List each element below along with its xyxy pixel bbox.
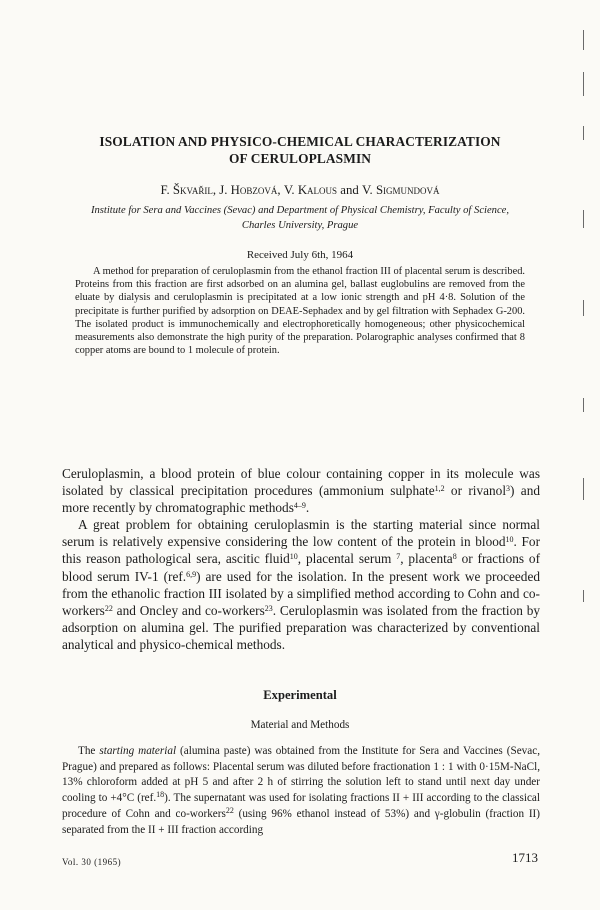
citation-ref: 7: [396, 552, 401, 562]
author-separator: ,: [212, 183, 220, 197]
paper-title: [60, 133, 540, 167]
subsection-heading: Material and Methods: [250, 719, 350, 731]
citation-ref: 1,2: [434, 484, 445, 494]
citation-ref: 10: [505, 535, 514, 545]
body-paragraph: A great problem for obtaining ceruloplasmin is the starting material since normal serum is relatively expensive considering the low content of the protein in blood$^{10}$. For this reason pathological sera, ascitic fluid$^{10}$, placental serum $^7$, placenta$^8$ or fractions of blood serum IV-1 (ref.$^{6,9}$) are used for the isolation. In the present work we proceeded from the ethanolic fraction III isolated by a simplified method according to Cohn and co-workers$^{22}$ and Oncley and co-workers$^{23}$. Ceruloplasmin was isolated from the fraction by adsorption on alumina gel. The purified preparation was characterized by conventional analytical and physico-chemical methods.: [62, 517, 540, 652]
scan-edge-mark: [583, 210, 584, 228]
scan-edge-mark: [583, 72, 584, 96]
affiliation-line: Charles University, Prague: [241, 219, 359, 231]
citation-ref: 18: [156, 790, 165, 800]
affiliation-line: Institute for Sera and Vaccines (Sevac) and Department of Physical Chemistry, Faculty of Science,: [90, 205, 510, 216]
citation-ref: 10: [289, 552, 298, 562]
emphasis-text: starting material: [99, 745, 177, 757]
scan-edge-mark: [583, 30, 584, 50]
scan-edge-mark: [583, 126, 584, 140]
citation-ref: 8: [452, 552, 457, 562]
methods-paragraph: The starting material (alumina paste) was obtained from the Institute for Sera and Vaccines (Sevac, Prague) and prepared as follows: Placental serum was diluted before fractionation 1 : 1 with 0·15M-NaCl, 13% chloroform added at pH 5 and after 2 h of stirring the solution left to stand until next day under cooling to +4°C (ref.$^{18}$). The supernatant was used for isolating fractions II + III according to the classical procedure of Cohn and co-workers$^{22}$ (using 96% ethanol instead of 53%) and γ-globulin (fraction II) separated from the II + III fraction according: [62, 745, 540, 836]
abstract: [75, 265, 525, 357]
citation-ref: 22: [104, 603, 113, 613]
author-separator: and: [337, 183, 362, 197]
journal-volume: Vol. 30 (1965): [62, 857, 122, 867]
methods-section: [62, 744, 540, 838]
abstract-text: A method for preparation of ceruloplasmin from the ethanol fraction III of placental serum is described. Proteins from this fraction are first adsorbed on an alumina gel, ballast euglobulins are removed from the eluate by dialysis and ceruloplasmin is precipitated at a low ionic strength and pH 4·8. Solution of the precipitate is further purified by adsorption on DEAE-Sephadex and by gel filtration with Sephadex G-200. The isolated product is immunochemically and electrophoretically homogeneous; other physicochemical measurements also demonstrate the high purity of the preparation. Polarographic analyses confirmed that 8 copper atoms are bound to 1 molecule of protein.: [75, 266, 525, 357]
citation-ref: 23: [264, 603, 273, 613]
page-number: 1713: [512, 850, 538, 865]
scan-edge-mark: [583, 590, 584, 602]
introduction: [62, 465, 540, 653]
author-separator: ,: [277, 183, 284, 197]
author-name: V. Kalous: [283, 183, 338, 197]
scan-edge-mark: [583, 300, 584, 316]
author-name: V. Sigmundová: [361, 183, 440, 197]
citation-ref: 22: [225, 805, 234, 815]
scan-edge-mark: [583, 398, 584, 412]
section-heading: Experimental: [263, 688, 337, 702]
citation-ref: 3: [506, 484, 511, 494]
received-date: Received July 6th, 1964: [246, 249, 354, 261]
body-paragraph: Ceruloplasmin, a blood protein of blue colour containing copper in its molecule was isolated by classical precipitation procedures (ammonium sulphate$^{1,2}$ or rivanol$^3$) and more recently by chromatographic methods$^{4-9}$.: [62, 466, 541, 516]
author-list: [40, 183, 560, 198]
citation-ref: 6,9: [186, 569, 197, 579]
affiliation: [34, 204, 566, 233]
title-line: ISOLATION AND PHYSICO-CHEMICAL CHARACTERIZATION: [99, 134, 501, 149]
author-name: J. Hobzová: [219, 183, 278, 197]
title-line: OF CERULOPLASMIN: [228, 151, 372, 166]
author-name: F. Škvařil: [160, 183, 213, 197]
scan-edge-mark: [583, 478, 584, 500]
citation-ref: 4–9: [293, 501, 306, 511]
